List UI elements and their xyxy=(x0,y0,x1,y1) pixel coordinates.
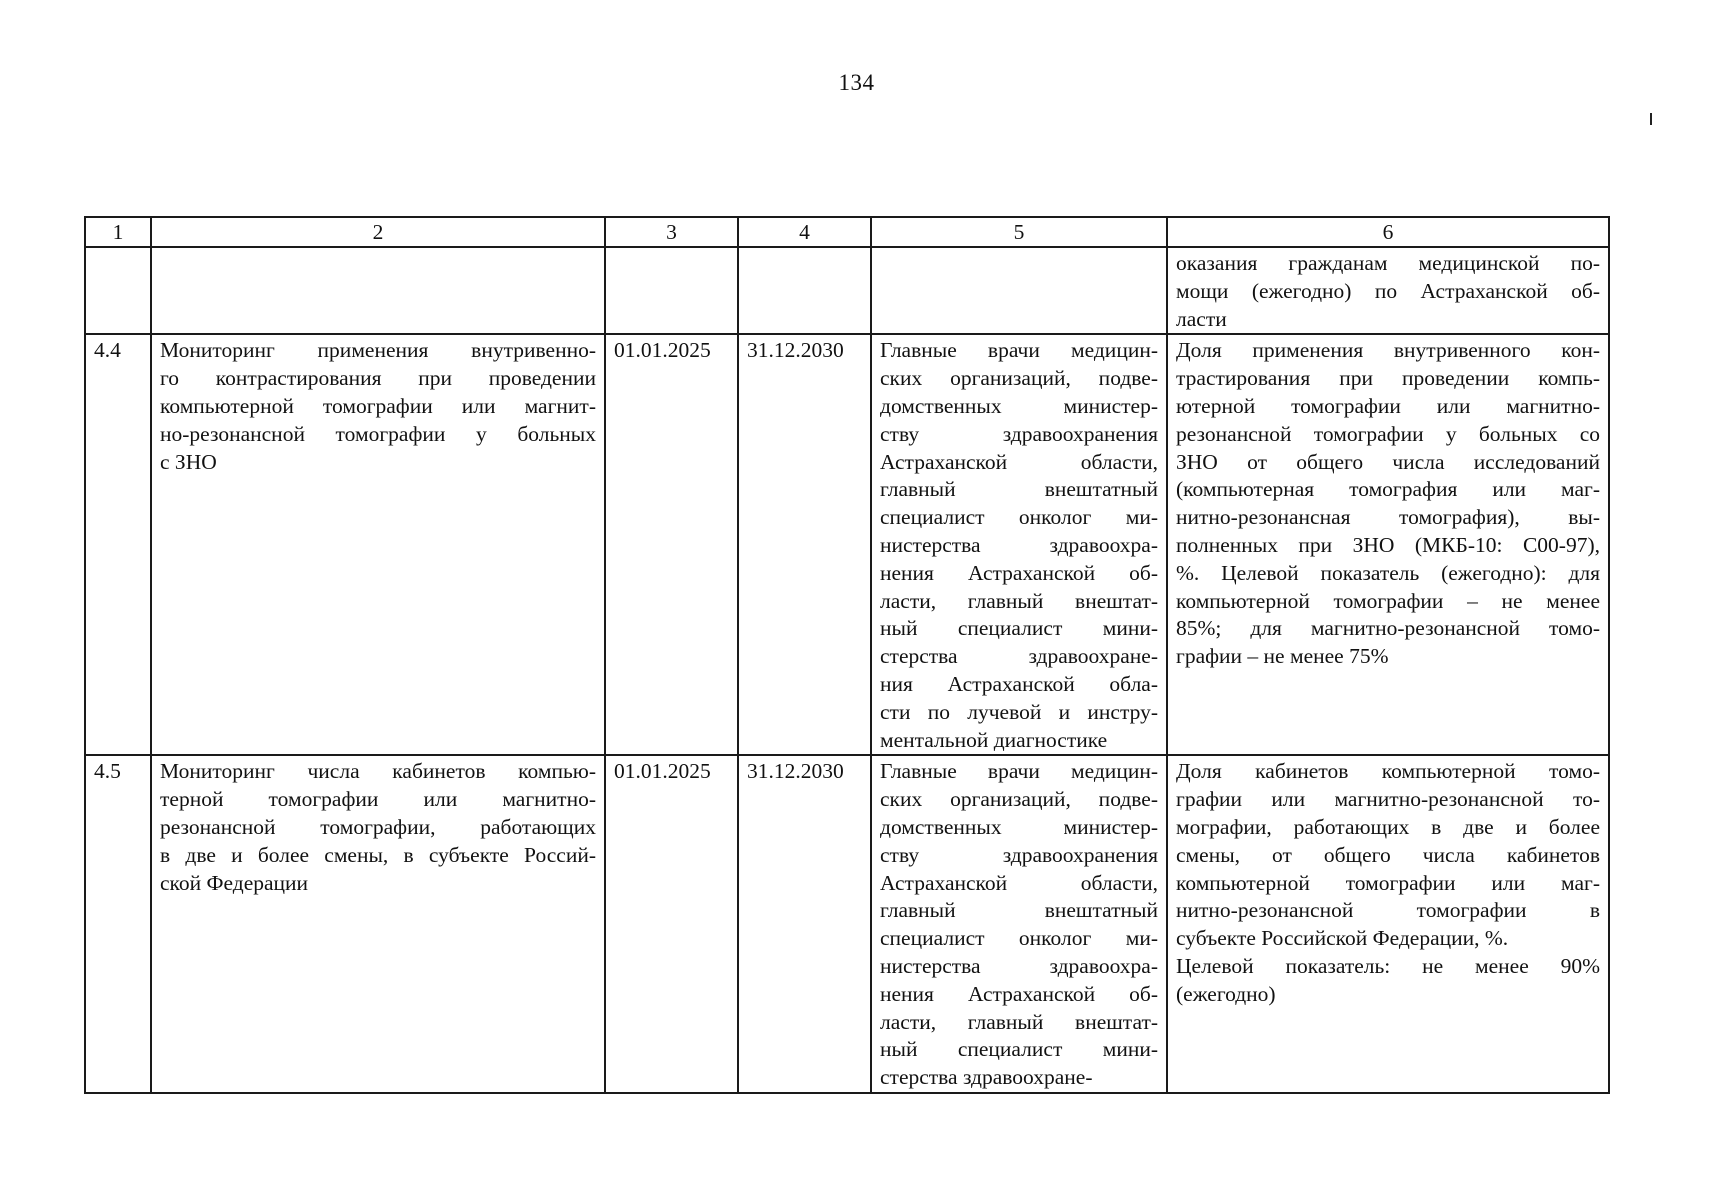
text-line: ния Астраханской обла- xyxy=(880,671,1158,696)
text-line: графии – не менее 75% xyxy=(1176,644,1389,669)
text-line: Мониторинг числа кабинетов компью- xyxy=(160,759,596,784)
empty-cell xyxy=(151,247,605,334)
end-date: 31.12.2030 xyxy=(738,334,871,755)
text-line: но-резонансной томографии у больных xyxy=(160,421,596,446)
margin-mark xyxy=(1650,113,1652,125)
text-line: Мониторинг применения внутривенно- xyxy=(160,338,596,363)
empty-cell xyxy=(605,247,738,334)
table-row xyxy=(85,755,1609,1093)
text-line: в две и более смены, в субъекте Россий- xyxy=(160,842,596,867)
text-line: нитно-резонансная томография), вы- xyxy=(1176,505,1600,530)
text-line: ских организаций, подве- xyxy=(880,787,1158,812)
text-line: ментальной диагностике xyxy=(880,727,1108,752)
text-line: с ЗНО xyxy=(160,449,217,474)
empty-cell xyxy=(85,247,151,334)
text-line: специалист онколог ми- xyxy=(880,926,1158,951)
text-line: ЗНО от общего числа исследований xyxy=(1176,449,1600,474)
text-line: ству здравоохранения xyxy=(880,842,1158,867)
text-line: нения Астраханской об- xyxy=(880,981,1158,1006)
responsible-cell xyxy=(871,334,1167,755)
column-header: 2 xyxy=(151,217,605,247)
text-line: го контрастирования при проведении xyxy=(160,366,596,391)
text-line: Главные врачи медицин- xyxy=(880,759,1158,784)
column-header: 4 xyxy=(738,217,871,247)
text-line: Астраханской области, xyxy=(880,449,1158,474)
text-line: мографии, работающих в две и более xyxy=(1176,814,1600,839)
column-header: 1 xyxy=(85,217,151,247)
text-line: специалист онколог ми- xyxy=(880,505,1158,530)
text-line: домственных министер- xyxy=(880,393,1158,418)
text-line: Астраханской области, xyxy=(880,870,1158,895)
text-line: главный внештатный xyxy=(880,898,1158,923)
start-date: 01.01.2025 xyxy=(605,334,738,755)
text-line: компьютерной томографии или маг- xyxy=(1176,870,1600,895)
indicator-cell xyxy=(1167,755,1609,1093)
page-number: 134 xyxy=(838,70,875,95)
text-line: ласти, главный внештат- xyxy=(880,588,1158,613)
empty-cell xyxy=(871,247,1167,334)
start-date: 01.01.2025 xyxy=(605,755,738,1093)
text-line: резонансной томографии, работающих xyxy=(160,814,596,839)
text-line: нистерства здравоохра- xyxy=(880,532,1158,557)
text-line: (ежегодно) xyxy=(1176,981,1276,1006)
empty-cell xyxy=(738,247,871,334)
text-line: оказания гражданам медицинской по- xyxy=(1176,251,1600,275)
plan-table xyxy=(84,216,1610,1094)
column-header: 5 xyxy=(871,217,1167,247)
indicator-cell xyxy=(1167,247,1609,334)
indicator-cell xyxy=(1167,334,1609,755)
text-line: нения Астраханской об- xyxy=(880,560,1158,585)
text-line: ютерной томографии или магнитно- xyxy=(1176,393,1600,418)
item-number: 4.5 xyxy=(85,755,151,1093)
text-line: %. Целевой показатель (ежегодно): для xyxy=(1176,560,1600,585)
text-line: ской Федерации xyxy=(160,870,309,895)
text-line: резонансной томографии у больных со xyxy=(1176,421,1600,446)
text-line: компьютерной томографии – не менее xyxy=(1176,588,1600,613)
text-line: стерства здравоохране- xyxy=(880,644,1158,669)
text-line: сти по лучевой и инстру- xyxy=(880,699,1158,724)
text-line: 85%; для магнитно-резонансной томо- xyxy=(1176,616,1600,641)
indicator-text xyxy=(1176,758,1600,953)
indicator-target xyxy=(1176,953,1600,1009)
text-line: трастирования при проведении компь- xyxy=(1176,366,1600,391)
text-line: мощи (ежегодно) по Астраханской об- xyxy=(1176,278,1600,303)
text-line: графии или магнитно-резонансной то- xyxy=(1176,787,1600,812)
text-line: нитно-резонансной томографии в xyxy=(1176,898,1600,923)
column-header: 6 xyxy=(1167,217,1609,247)
text-line: полненных при ЗНО (МКБ-10: С00-97), xyxy=(1176,532,1600,557)
item-number: 4.4 xyxy=(85,334,151,755)
text-line: Целевой показатель: не менее 90% xyxy=(1176,953,1600,978)
text-line: ный специалист мини- xyxy=(880,616,1158,641)
text-line: компьютерной томографии или магнит- xyxy=(160,393,596,418)
text-line: главный внештатный xyxy=(880,477,1158,502)
text-line: ству здравоохранения xyxy=(880,421,1158,446)
measure-title xyxy=(151,755,605,1093)
table-header-row xyxy=(85,217,1609,247)
text-line: Главные врачи медицин- xyxy=(880,338,1158,363)
text-line: Доля кабинетов компьютерной томо- xyxy=(1176,759,1600,784)
end-date: 31.12.2030 xyxy=(738,755,871,1093)
text-line: смены, от общего числа кабинетов xyxy=(1176,842,1600,867)
text-line: нистерства здравоохра- xyxy=(880,953,1158,978)
table-row-continuation xyxy=(85,247,1609,334)
text-line: стерства здравоохране- xyxy=(880,1065,1093,1090)
column-header: 3 xyxy=(605,217,738,247)
text-line: (компьютерная томография или маг- xyxy=(1176,477,1600,502)
text-line: домственных министер- xyxy=(880,814,1158,839)
responsible-cell xyxy=(871,755,1167,1093)
text-line: терной томографии или магнитно- xyxy=(160,787,596,812)
measure-title xyxy=(151,334,605,755)
table-row xyxy=(85,334,1609,755)
text-line: ный специалист мини- xyxy=(880,1037,1158,1062)
text-line: субъекте Российской Федерации, %. xyxy=(1176,926,1509,951)
text-line: ских организаций, подве- xyxy=(880,366,1158,391)
text-line: ласти xyxy=(1176,306,1227,331)
text-line: Доля применения внутривенного кон- xyxy=(1176,338,1600,363)
text-line: ласти, главный внештат- xyxy=(880,1009,1158,1034)
